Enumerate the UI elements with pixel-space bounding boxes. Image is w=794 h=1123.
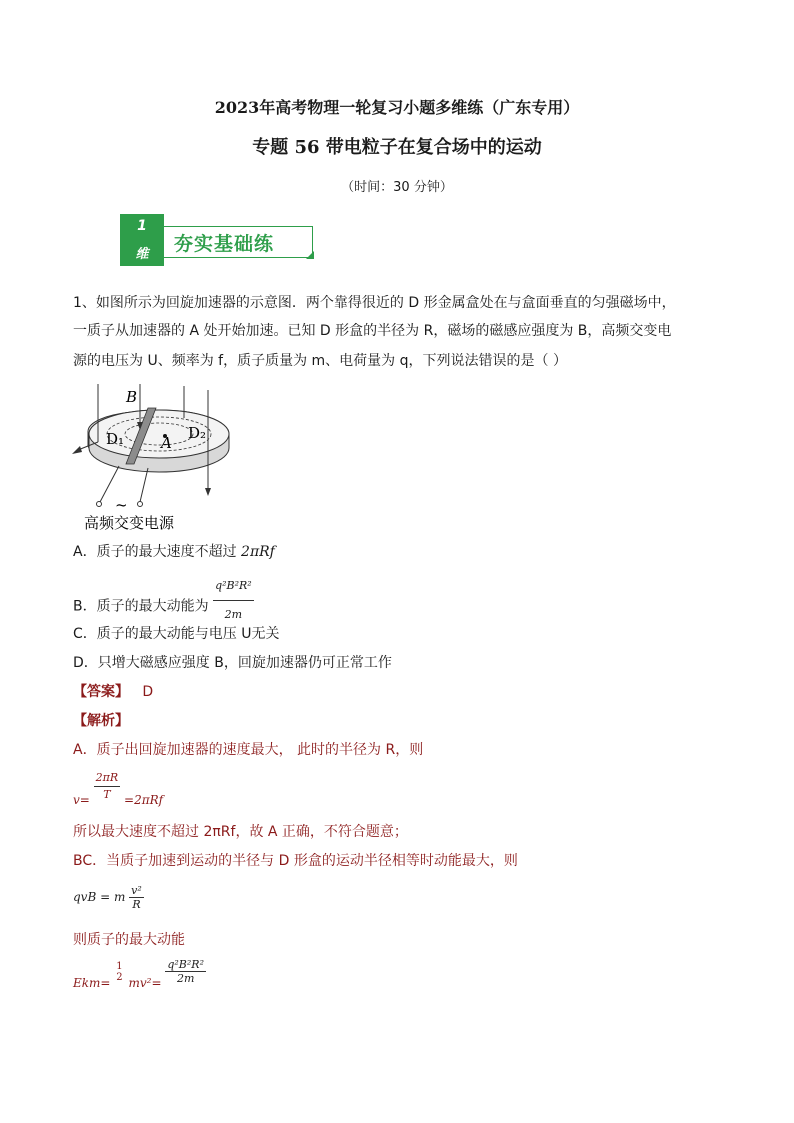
option-A-text: A．质子的最大速度不超过	[73, 544, 242, 560]
eq1-denominator: T	[103, 788, 111, 801]
doc-title: 2023年高考物理一轮复习小题多维练（广东专用）	[214, 98, 580, 117]
eq2-numerator: v²	[131, 884, 142, 897]
question-line-3: 源的电压为 U、频率为 f，质子质量为 m、电荷量为 q，下列说法错误的是（ ）	[73, 353, 567, 369]
section-label: 夯实基础练	[174, 233, 275, 255]
eq3-half-numerator: 1	[116, 960, 123, 972]
eq2-fraction	[129, 884, 144, 911]
corner-triangle-icon	[306, 251, 314, 259]
option-A-math: 2πRf	[241, 544, 275, 560]
badge-wei: 维	[135, 247, 149, 262]
option-D: D．只增大磁感应强度 B，回旋加速器仍可正常工作	[73, 655, 392, 671]
question-line-1: 1、如图所示为回旋加速器的示意图．两个靠得很近的 D 形金属盒处在与盒面垂直的匀强磁场中，	[73, 295, 676, 311]
equation-1	[73, 770, 164, 807]
eq3-denominator: 2m	[176, 972, 195, 985]
answer-label: 【答案】	[73, 684, 129, 700]
label-A: A	[161, 434, 172, 452]
equation-3	[73, 958, 206, 990]
section-label-bar	[164, 226, 313, 258]
badge-number: 1	[137, 218, 147, 234]
eq3-numerator: q²B²R²	[167, 958, 204, 971]
equation-2	[73, 884, 144, 911]
question-line-2: 一质子从加速器的 A 处开始加速。已知 D 形盒的半径为 R，磁场的磁感应强度为 B，高频交变电	[73, 323, 672, 339]
analysis-line-2: 所以最大速度不超过 2πRf，故 A 正确，不符合题意；	[73, 824, 408, 840]
eq1-numerator: 2πR	[94, 770, 121, 787]
eq3-half	[114, 961, 124, 983]
answer-value: D	[142, 684, 154, 700]
time-limit: （时间：30 分钟）	[341, 180, 453, 195]
analysis-line-3: BC．当质子加速到运动的半径与 D 形盒的运动半径相等时动能最大，则	[73, 853, 518, 869]
option-C: C．质子的最大动能与电压 U无关	[73, 626, 280, 642]
label-D2: D₂	[188, 424, 207, 442]
answer	[73, 678, 723, 706]
option-A	[73, 538, 723, 566]
section-banner	[120, 214, 320, 266]
figure-caption: 高频交变电源	[84, 514, 175, 532]
eq3-half-denominator: 2	[116, 971, 123, 983]
topic-title: 专题 56 带电粒子在复合场中的运动	[252, 137, 542, 158]
option-B-numerator: q²B²R²	[213, 572, 254, 601]
eq1-right: =2πRf	[124, 793, 164, 807]
label-tilde: ~	[115, 496, 128, 514]
cyclotron-figure	[64, 384, 254, 532]
label-D1: D₁	[106, 430, 125, 448]
option-B-text: B．质子的最大动能为	[73, 598, 209, 615]
section-badge	[120, 214, 164, 266]
analysis-label: 【解析】	[73, 713, 129, 729]
analysis-line-1: A．质子出回旋加速器的速度最大， 此时的半径为 R，则	[73, 742, 424, 758]
option-B-denominator: 2m	[224, 608, 243, 621]
analysis-line-4: 则质子的最大动能	[73, 932, 185, 948]
eq1-fraction	[94, 770, 121, 803]
eq3-fraction	[165, 958, 206, 985]
eq3-mid: mv²=	[128, 976, 162, 990]
label-B: B	[126, 388, 138, 406]
eq1-left: v=	[73, 793, 90, 807]
eq3-left: Ekm=	[73, 976, 111, 990]
eq2-denominator: R	[132, 898, 141, 911]
eq2-left: qvB = m	[73, 890, 126, 904]
